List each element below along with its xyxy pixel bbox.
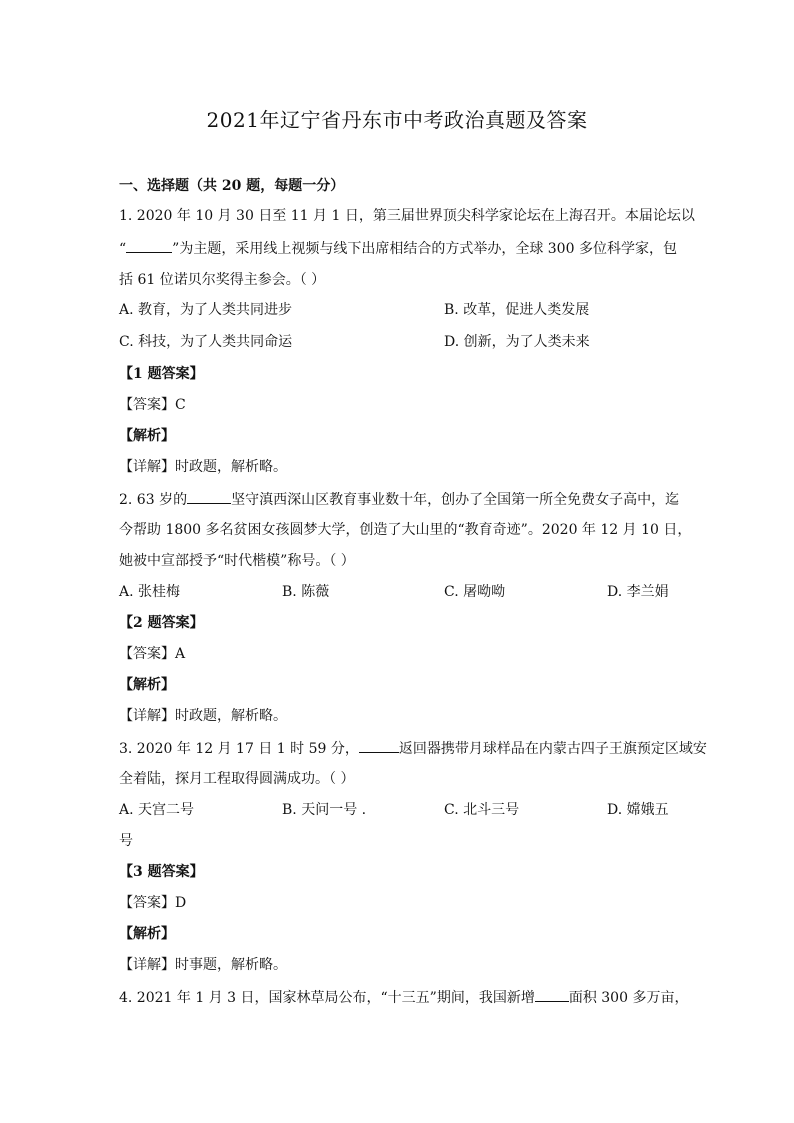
q4-stem-line-1-text: 面积 300 多万亩， — [568, 990, 689, 1006]
q1-open-quote: “ — [119, 241, 127, 257]
q2-stem-line-1 — [119, 489, 679, 509]
q1-option-a: A. 教育，为了人类共同进步 — [119, 302, 293, 318]
q3-answer-header: 【3 题答案】 — [119, 864, 204, 880]
q1-answer-header: 【1 题答案】 — [119, 366, 204, 382]
q3-detail: 【详解】时事题，解析略。 — [119, 957, 287, 973]
q1-option-d: D. 创新，为了人类未来 — [444, 334, 590, 350]
q4-blank — [535, 987, 569, 1002]
q1-blank — [126, 238, 172, 253]
q2-option-a: A. 张桂梅 — [119, 584, 181, 600]
q3-option-b: B. 天问一号 . — [282, 802, 367, 818]
q3-stem-line-1-text: 返回器携带月球样品在内蒙古四子王旗预定区域安 — [398, 741, 707, 757]
q1-stem-line-1: 1. 2020 年 10 月 30 日至 11 月 1 日，第三届世界顶尖科学家论坛在上海召开。本届论坛以 — [119, 208, 695, 224]
q3-stem-prefix: 3. 2020 年 12 月 17 日 1 时 59 分， — [119, 741, 359, 757]
q3-option-d: D. 嫦娥五 — [607, 802, 669, 818]
q2-answer-header: 【2 题答案】 — [119, 615, 204, 631]
q2-answer: 【答案】A — [119, 646, 186, 662]
q2-detail: 【详解】时政题，解析略。 — [119, 708, 287, 724]
q2-option-b: B. 陈薇 — [282, 584, 330, 600]
q3-analysis: 【解析】 — [119, 926, 175, 942]
q1-option-c: C. 科技，为了人类共同命运 — [119, 334, 293, 350]
q2-analysis: 【解析】 — [119, 677, 175, 693]
q1-analysis: 【解析】 — [119, 428, 175, 444]
q3-answer: 【答案】D — [119, 895, 187, 911]
q4-stem-prefix: 4. 2021 年 1 月 3 日，国家林草局公布，“十三五”期间，我国新增 — [119, 990, 535, 1006]
q3-stem-line-2: 全着陆，探月工程取得圆满成功。（ ） — [119, 771, 355, 787]
q1-stem-line-3: 括 61 位诺贝尔奖得主参会。（ ） — [119, 272, 326, 288]
q2-option-d: D. 李兰娟 — [607, 584, 669, 600]
q3-option-d-wrap: 号 — [119, 833, 133, 849]
document-title: 2021年辽宁省丹东市中考政治真题及答案 — [206, 108, 588, 132]
q3-option-a: A. 天宫二号 — [119, 802, 195, 818]
q1-answer: 【答案】C — [119, 397, 186, 413]
q2-stem-line-1-text: 坚守滇西深山区教育事业数十年，创办了全国第一所全免费女子高中，迄 — [231, 492, 680, 508]
section-heading: 一、选择题（共 20 题，每题一分） — [119, 178, 345, 194]
q2-option-c: C. 屠呦呦 — [444, 584, 506, 600]
q1-stem-line-2-text: ”为主题，采用线上视频与线下出席相结合的方式举办，全球 300 多位科学家，包 — [172, 241, 677, 257]
q1-stem-line-2 — [119, 238, 679, 258]
q2-stem-prefix: 2. 63 岁的 — [119, 492, 188, 508]
q2-stem-line-2: 今帮助 1800 多名贫困女孩圆梦大学，创造了大山里的“教育奇迹”。2020 年 12 月 10 日， — [119, 522, 692, 538]
q3-stem-line-1 — [119, 738, 707, 758]
q2-blank — [187, 489, 231, 504]
q1-detail: 【详解】时政题，解析略。 — [119, 459, 287, 475]
q4-stem-line-1 — [119, 987, 689, 1007]
q1-option-b: B. 改革，促进人类发展 — [444, 302, 590, 318]
q3-option-c: C. 北斗三号 — [444, 802, 520, 818]
q3-blank — [359, 738, 399, 753]
q2-stem-line-3: 她被中宣部授予“时代楷模”称号。（ ） — [119, 553, 355, 569]
